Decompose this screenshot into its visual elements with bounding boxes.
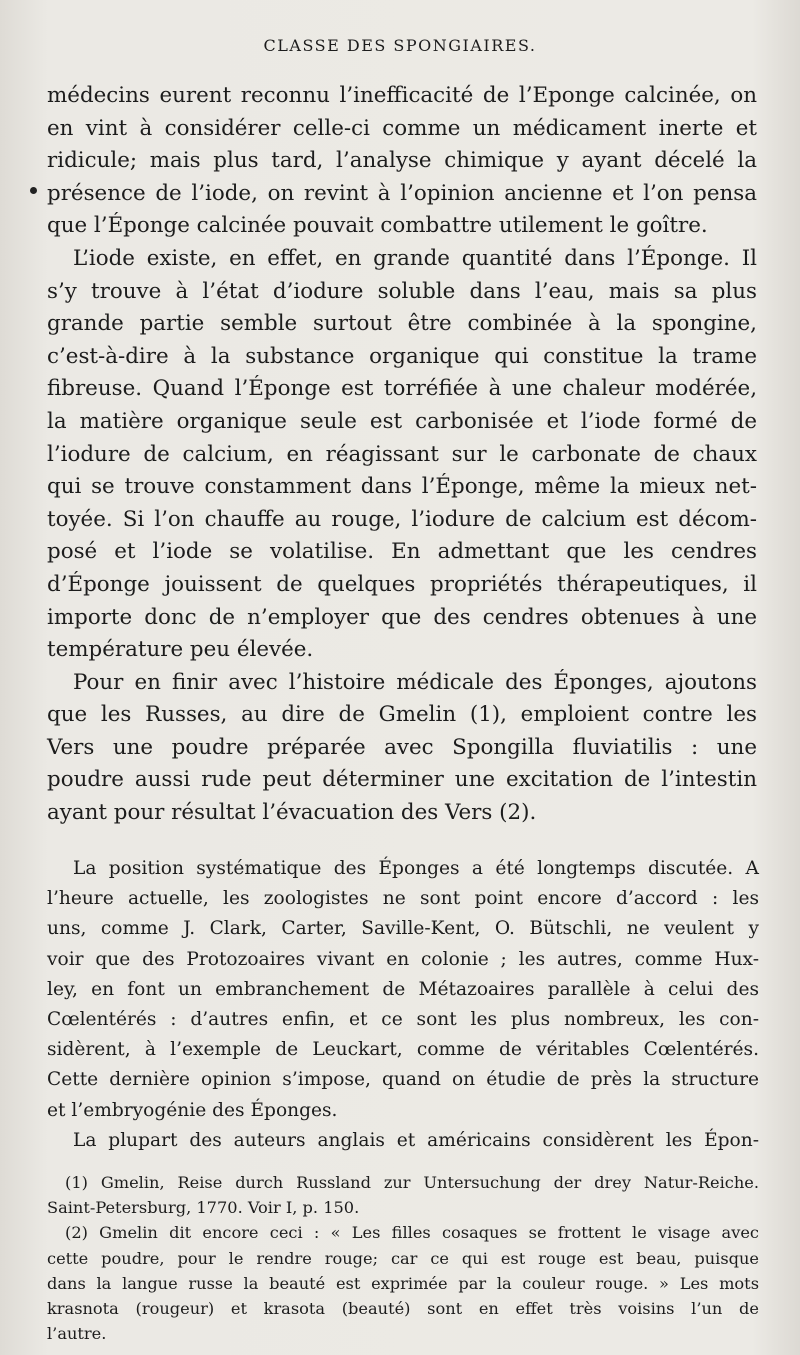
text-line: posé et l’iode se volatilise. En admettant que les cendres [47,539,757,565]
text-line: L’iode existe, en effet, en grande quantité dans l’Éponge. Il [73,245,757,271]
margin-dot [30,187,37,194]
text-line: Vers une poudre préparée avec Spongilla fluviatilis : une [47,734,757,760]
footnotes [47,1170,759,1346]
paragraph-4 [47,854,759,1126]
footnote-line: cette poudre, pour le rendre rouge; car ce qui est rouge est beau, puisque [47,1248,759,1268]
body-text [47,80,757,830]
text-line: l’heure actuelle, les zoologistes ne sont point encore d’accord : les [47,888,759,910]
small-print-section [47,854,759,1156]
text-line: Cette dernière opinion s’impose, quand on étudie de près la structure [47,1069,759,1091]
footnote-line: (1) Gmelin, Reise durch Russland zur Untersuchung der drey Natur-Reiche. [65,1173,759,1192]
text-line: ayant pour résultat l’évacuation des Vers (2). [47,800,537,826]
text-line: Pour en finir avec l’histoire médicale des Éponges, ajoutons [73,669,757,695]
text-line: présence de l’iode, on revint à l’opinion ancienne et l’on pensa [47,180,757,206]
text-line: d’Éponge jouissent de quelques propriétés thérapeutiques, il [47,571,757,597]
text-line: La position systématique des Éponges a été longtemps discutée. A [73,858,759,879]
text-line: en vint à considérer celle-ci comme un médicament inerte et [47,115,757,141]
text-line: température peu élevée. [47,637,314,663]
footnote-line: dans la langue russe la beauté est exprimée par la couleur rouge. » Les mots [47,1273,759,1293]
footnote-line: l’autre. [47,1324,107,1344]
text-line: La plupart des auteurs anglais et américains considèrent les Épon- [73,1129,759,1151]
footnote-line: krasnota (rougeur) et krasota (beauté) sont en effet très voisins l’un de [47,1298,759,1318]
paragraph-3 [47,667,757,830]
paragraph-5 [47,1126,759,1156]
text-line: Cœlentérés : d’autres enfin, et ce sont les plus nombreux, les con- [47,1008,759,1030]
text-line: que les Russes, au dire de Gmelin (1), emploient contre les [47,702,757,728]
text-line: ridicule; mais plus tard, l’analyse chimique y ayant décelé la [47,148,757,174]
text-line: ley, en font un embranchement de Métazoaires parallèle à celui des [47,978,759,1000]
text-line: grande partie semble surtout être combinée à la spongine, [47,311,757,337]
paragraph-1 [47,80,757,243]
text-line: toyée. Si l’on chauffe au rouge, l’iodure de calcium est décom- [47,506,757,532]
text-line: s’y trouve à l’état d’iodure soluble dans l’eau, mais sa plus [47,278,757,304]
paragraph-2 [47,243,757,667]
text-line: sidèrent, à l’exemple de Leuckart, comme de véritables Cœlentérés. [47,1039,759,1061]
text-line: uns, comme J. Clark, Carter, Saville-Kent, O. Bütschli, ne veulent y [47,918,759,940]
footnote-1 [47,1170,759,1220]
text-line: l’iodure de calcium, en réagissant sur le carbonate de chaux [47,441,757,467]
text-line: fibreuse. Quand l’Éponge est torréfiée à une chaleur modérée, [47,376,757,402]
text-line: que l’Éponge calcinée pouvait combattre utilement le goître. [47,213,708,239]
footnote-2 [47,1220,759,1346]
text-line: qui se trouve constamment dans l’Éponge, même la mieux net- [47,474,757,500]
text-line: c’est-à-dire à la substance organique qui constitue la trame [47,343,757,369]
running-head: CLASSE DES SPONGIAIRES. [263,36,537,55]
text-line: voir que des Protozoaires vivant en colonie ; les autres, comme Hux- [47,948,759,970]
text-line: poudre aussi rude peut déterminer une excitation de l’intestin [47,767,757,793]
text-line: médecins eurent reconnu l’inefficacité de l’Eponge calcinée, on [47,83,757,108]
footnote-line: Saint-Petersburg, 1770. Voir I, p. 150. [47,1198,360,1218]
text-line: la matière organique seule est carbonisée et l’iode formé de [47,408,757,434]
footnote-line: (2) Gmelin dit encore ceci : « Les filles cosaques se frottent le visage avec [65,1223,759,1243]
text-line: importe donc de n’employer que des cendres obtenues à une [47,604,757,630]
text-line: et l’embryogénie des Éponges. [47,1099,338,1121]
